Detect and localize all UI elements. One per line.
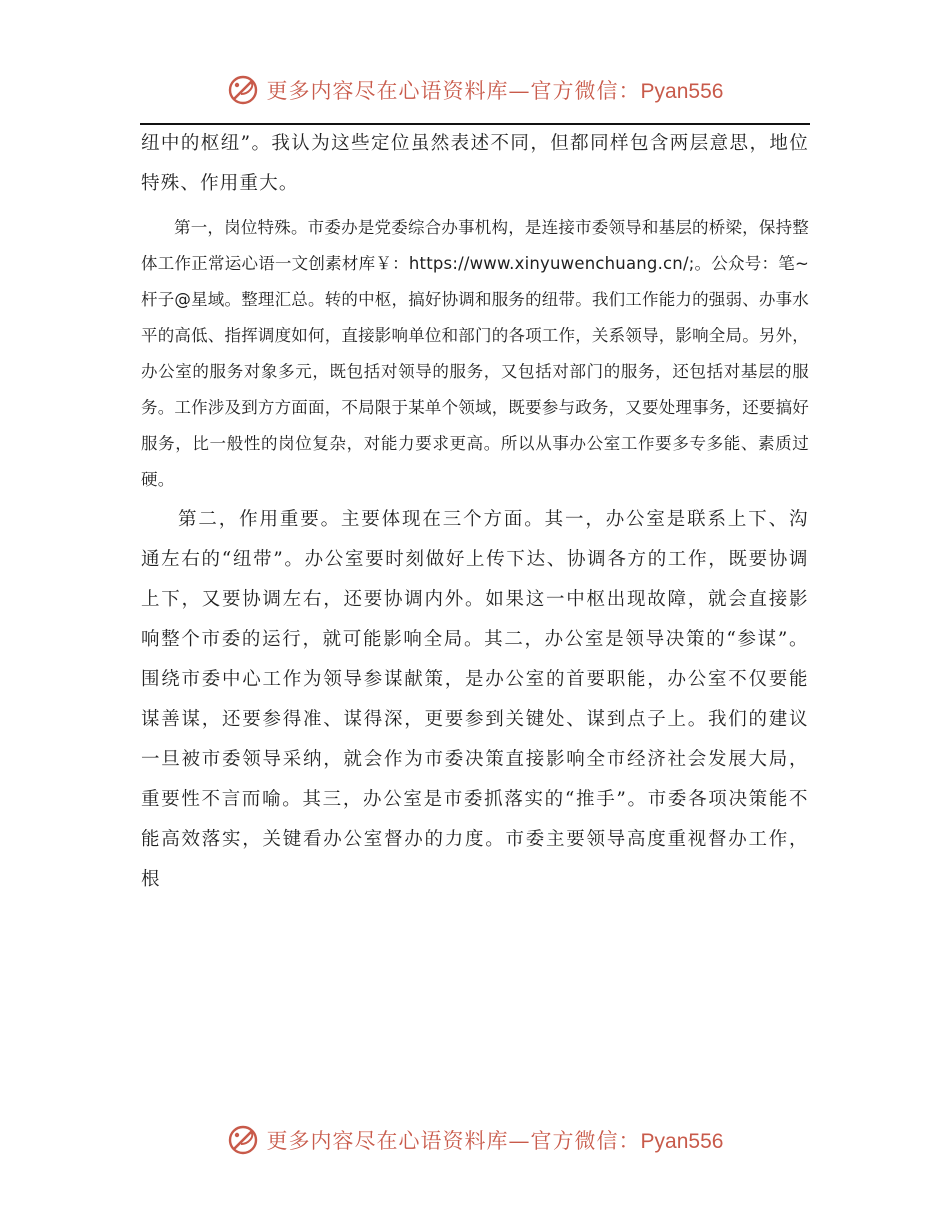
footer-banner-text: 更多内容尽在心语资料库—官方微信：Pyan556 (266, 1129, 724, 1153)
quill-logo-icon (227, 74, 259, 106)
footer-wechat-id: Pyan556 (640, 1130, 724, 1153)
paragraph-2: 第一，岗位特殊。市委办是党委综合办事机构，是连接市委领导和基层的桥梁，保持整体工作正常运心语一文创素材库￥：https://www.xinyuwenchuang.cn/;。公众号：笔~杆子@星域。整理汇总。转的中枢，搞好协调和服务的纽带。我们工作能力的强弱、办事水平的高低、指挥调度如何，直接影响单位和部门的各项工作，关系领导，影响全局。另外，办公室的服务对象多元，既包括对领导的服务，又包括对部门的服务，还包括对基层的服务。工作涉及到方方面面，不局限于某单个领域，既要参与政务，又要处理事务，还要搞好服务，比一般性的岗位复杂，对能力要求更高。所以从事办公室工作要多专多能、素质过硬。 (141, 218, 809, 489)
header-wechat-id: Pyan556 (640, 80, 724, 103)
footer-banner (0, 1120, 950, 1160)
quill-logo-icon (227, 1124, 259, 1156)
header-banner-text: 更多内容尽在心语资料库—官方微信：Pyan556 (266, 79, 724, 103)
header-banner (0, 70, 950, 110)
document-body (141, 124, 809, 900)
paragraph-3: 第二，作用重要。主要体现在三个方面。其一，办公室是联系上下、沟通左右的“纽带”。办公室要时刻做好上传下达、协调各方的工作，既要协调上下，又要协调左右，还要协调内外。如果这一中枢出现故障，就会直接影响整个市委的运行，就可能影响全局。其二，办公室是领导决策的“参谋”。围绕市委中心工作为领导参谋献策，是办公室的首要职能，办公室不仅要能谋善谋，还要参得准、谋得深，更要参到关键处、谋到点子上。我们的建议一旦被市委领导采纳，就会作为市委决策直接影响全市经济社会发展大局，重要性不言而喻。其三，办公室是市委抓落实的“推手”。市委各项决策能不能高效落实，关键看办公室督办的力度。市委主要领导高度重视督办工作，根 (141, 509, 809, 890)
paragraph-1: 纽中的枢纽”。我认为这些定位虽然表述不同，但都同样包含两层意思，地位特殊、作用重大。 (141, 133, 809, 194)
